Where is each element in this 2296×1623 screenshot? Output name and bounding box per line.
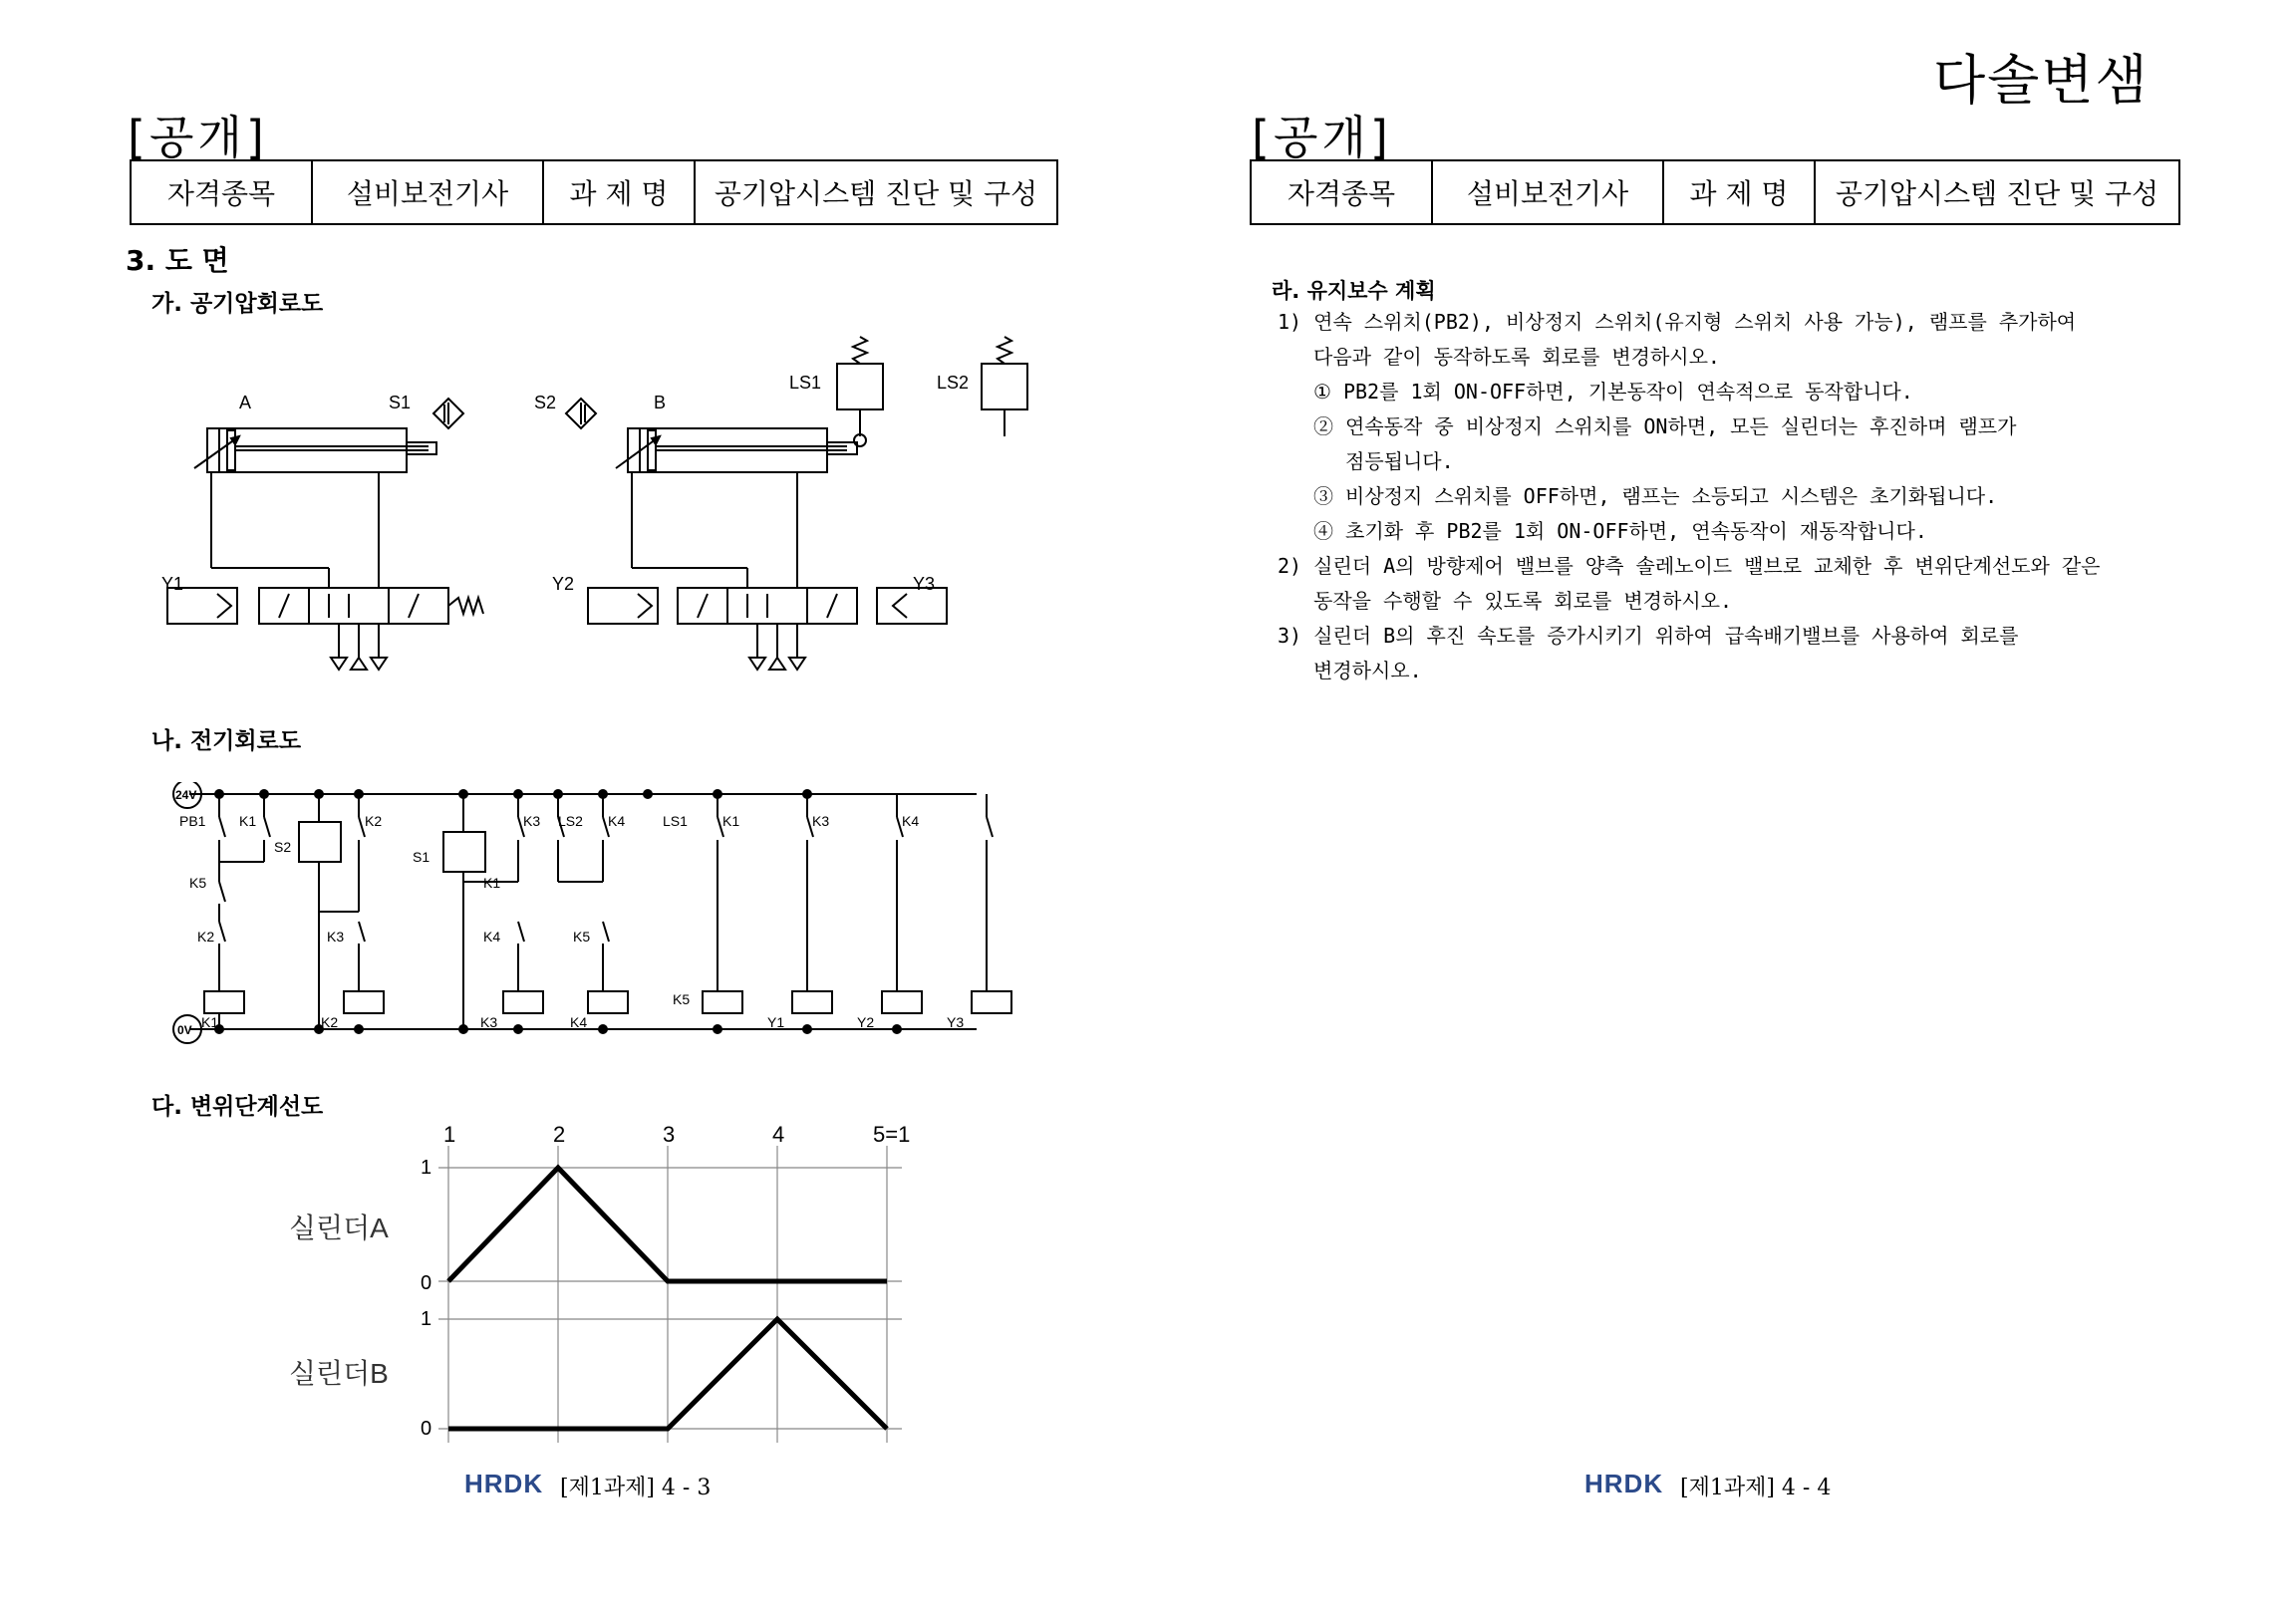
tick-b-zero: 0 (421, 1418, 432, 1440)
label-ls1-contact: LS1 (663, 813, 688, 829)
left-header-table (130, 159, 1058, 225)
instruction-line-6: ③ 비상정지 스위치를 OFF하면, 램프는 소등되고 시스템은 초기화됩니다. (1313, 484, 1998, 508)
right-footer-logo: HRDK (1584, 1469, 1664, 1498)
rung-3 (443, 794, 543, 1029)
label-pb1: PB1 (179, 813, 206, 829)
label-k2-contact-2: K2 (197, 929, 215, 945)
instruction-line-4: ② 연속동작 중 비상정지 스위치를 ON하면, 모든 실린더는 후진하며 램프가 (1313, 414, 2017, 438)
supply-24v: 24V (175, 788, 197, 802)
instruction-line-3: ① PB2를 1회 ON-OFF하면, 기본동작이 연속적으로 동작합니다. (1313, 380, 1913, 404)
left-footer-page: [제1과제] 4 - 3 (560, 1476, 712, 1500)
label-k2-coil: K2 (321, 1014, 339, 1030)
valve-y2-y3 (588, 588, 947, 670)
right-footer-page: [제1과제] 4 - 4 (1680, 1476, 1832, 1500)
label-s1-sensor: S1 (413, 849, 430, 865)
pneumatic-circuit-diagram (149, 319, 1046, 687)
sensor-s2-icon (566, 399, 596, 428)
left-header-cell-1: 자격종목 (131, 160, 312, 224)
label-k2-contact: K2 (365, 813, 383, 829)
right-header-cell-3: 과 제 명 (1663, 160, 1815, 224)
label-y1: Y1 (161, 574, 184, 594)
instruction-line-10: 3) 실린더 B의 후진 속도를 증가시키기 위하여 급속배기밸브를 사용하여 회로를 (1278, 624, 2019, 648)
left-header-cell-3: 과 제 명 (543, 160, 695, 224)
label-y3: Y3 (913, 574, 936, 594)
label-k5-contact-2: K5 (573, 929, 591, 945)
right-header-cell-1: 자격종목 (1251, 160, 1432, 224)
label-k5-contact: K5 (189, 875, 207, 891)
rung-5 (703, 794, 1011, 1013)
instruction-line-9: 동작을 수행할 수 있도록 회로를 변경하시오. (1313, 589, 1733, 613)
row-label-cylinder-a: 실린더A (289, 1213, 389, 1243)
left-public-badge: [공개] (128, 111, 268, 164)
rung-2 (299, 794, 384, 1029)
label-k1-coil: K1 (201, 1014, 219, 1030)
left-header-cell-2: 설비보전기사 (312, 160, 543, 224)
label-b: B (654, 393, 667, 412)
label-k4-contact: K4 (608, 813, 626, 829)
label-k3-contact-2: K3 (812, 813, 830, 829)
right-public-badge: [공개] (1252, 111, 1392, 164)
instruction-line-1: 1) 연속 스위치(PB2), 비상정지 스위치(유지형 스위치 사용 가능), 램프를 추가하여 (1278, 310, 2077, 334)
label-k1-contact-3: K1 (483, 875, 501, 891)
label-k4-contact-3: K4 (483, 929, 501, 945)
tick-b-one: 1 (421, 1308, 432, 1330)
label-s1: S1 (389, 393, 412, 412)
limit-switch-ls1-icon (837, 337, 883, 446)
displacement-step-diagram (269, 1126, 927, 1455)
label-k4-coil: K4 (570, 1014, 588, 1030)
sub-title-electric: 나. 전기회로도 (151, 728, 302, 754)
right-header-table (1250, 159, 2180, 225)
step-label: 1 (443, 1126, 456, 1147)
limit-switch-ls2-icon (982, 337, 1027, 436)
left-header-cell-4: 공기압시스템 진단 및 구성 (695, 160, 1057, 224)
label-a: A (239, 393, 252, 412)
valve-y1 (167, 588, 483, 670)
right-header-cell-2: 설비보전기사 (1432, 160, 1663, 224)
label-y1-solenoid: Y1 (767, 1014, 785, 1030)
left-footer-logo: HRDK (464, 1469, 544, 1498)
tick-a-one: 1 (421, 1157, 432, 1179)
label-y2-solenoid: Y2 (857, 1014, 875, 1030)
instruction-line-5: 점등됩니다. (1345, 449, 1454, 473)
right-header-cell-4: 공기압시스템 진단 및 구성 (1815, 160, 2179, 224)
label-y2: Y2 (552, 574, 575, 594)
instruction-line-8: 2) 실린더 A의 방향제어 밸브를 양측 솔레노이드 밸브로 교체한 후 변위단계선도와 같은 (1278, 554, 2101, 578)
electric-circuit-diagram (159, 782, 1036, 1056)
step-label: 2 (553, 1126, 566, 1147)
instruction-line-11: 변경하시오. (1313, 659, 1422, 682)
label-ls2-contact: LS2 (558, 813, 583, 829)
supply-0v: 0V (177, 1023, 192, 1037)
label-k1-contact: K1 (239, 813, 257, 829)
instruction-line-7: ④ 초기화 후 PB2를 1회 ON-OFF하면, 연속동작이 재동작합니다. (1313, 519, 1927, 543)
step-label: 5=1 (873, 1126, 911, 1147)
sensor-s1-icon (433, 399, 463, 428)
label-k4-contact-2: K4 (902, 813, 920, 829)
sub-title-pneumatic: 가. 공기압회로도 (151, 291, 324, 317)
label-k3-contact: K3 (523, 813, 541, 829)
cylinder-a (194, 428, 436, 472)
tick-a-zero: 0 (421, 1272, 432, 1294)
label-s2-sensor: S2 (274, 839, 292, 855)
instruction-line-2: 다음과 같이 동작하도록 회로를 변경하시오. (1313, 345, 1720, 369)
label-ls1: LS1 (789, 373, 822, 393)
label-k1-contact-2: K1 (722, 813, 740, 829)
section-title: 3. 도 면 (126, 244, 229, 277)
label-k3-coil: K3 (480, 1014, 498, 1030)
rung-1 (204, 794, 270, 1029)
watermark-text: 다솔변샘 (1933, 49, 2150, 112)
label-s2: S2 (534, 393, 557, 412)
label-k5-coil: K5 (673, 991, 691, 1007)
row-label-cylinder-b: 실린더B (289, 1358, 389, 1389)
step-label: 3 (663, 1126, 676, 1147)
maintenance-plan-title: 라. 유지보수 계획 (1272, 279, 1436, 303)
label-ls2: LS2 (937, 373, 970, 393)
step-label: 4 (772, 1126, 785, 1147)
label-y3-solenoid: Y3 (947, 1014, 965, 1030)
sub-title-displacement: 다. 변위단계선도 (151, 1094, 324, 1120)
cylinder-b (616, 428, 857, 472)
label-k3-contact-3: K3 (327, 929, 345, 945)
